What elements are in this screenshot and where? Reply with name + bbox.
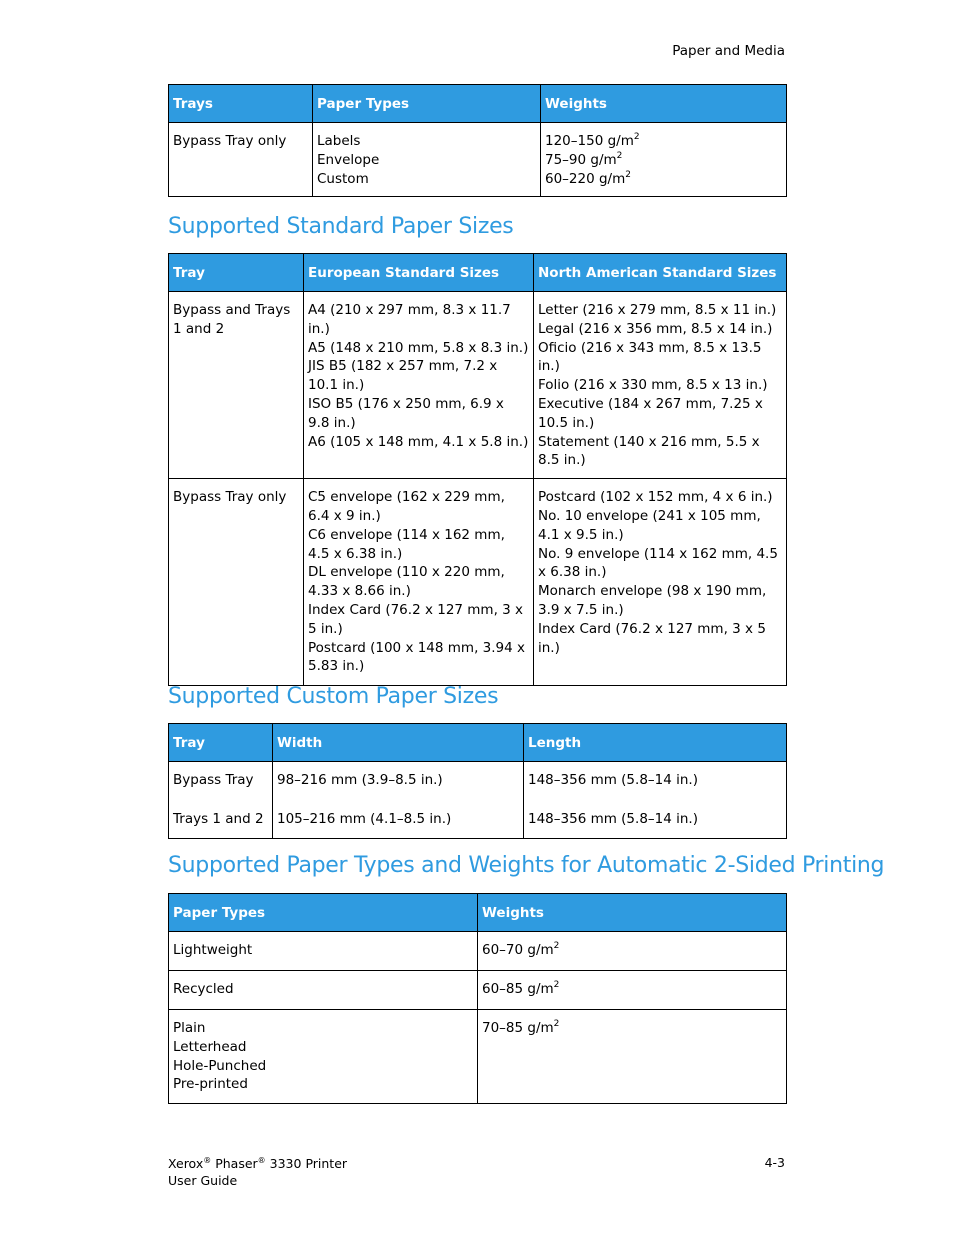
column-header-tray: Tray xyxy=(169,724,273,762)
paper-type: Letterhead xyxy=(173,1038,247,1055)
column-header-trays: Trays xyxy=(169,85,313,123)
size-entry: Executive (184 x 267 mm, 7.25 x 10.5 in.) xyxy=(538,395,763,431)
size-entry: A6 (105 x 148 mm, 4.1 x 5.8 in.) xyxy=(308,433,529,450)
column-header-paper-types: Paper Types xyxy=(313,85,541,123)
north-american-sizes-cell xyxy=(534,292,787,479)
european-sizes-cell xyxy=(304,479,534,686)
size-entry: Postcard (102 x 152 mm, 4 x 6 in.) xyxy=(538,489,773,506)
paper-type: Hole-Punched xyxy=(173,1057,267,1074)
tray-cell: Bypass Tray xyxy=(169,762,273,800)
column-header-weights: Weights xyxy=(541,85,787,123)
table-row xyxy=(169,292,787,479)
paper-type: Plain xyxy=(173,1020,206,1036)
section-heading-duplex: Supported Paper Types and Weights for Automatic 2-Sided Printing xyxy=(168,853,885,878)
size-entry: Folio (216 x 330 mm, 8.5 x 13 in.) xyxy=(538,377,768,394)
column-header-european: European Standard Sizes xyxy=(304,254,534,292)
column-header-weights: Weights xyxy=(478,894,787,932)
size-entry: Postcard (100 x 148 mm, 3.94 x 5.83 in.) xyxy=(308,639,526,675)
tray-cell: Trays 1 and 2 xyxy=(169,800,273,838)
size-entry: Monarch envelope (98 x 190 mm, 3.9 x 7.5 in.) xyxy=(538,583,767,618)
table-header-row xyxy=(169,894,787,932)
footer-product: Xerox® Phaser® 3330 Printer xyxy=(168,1156,348,1171)
size-entry: ISO B5 (176 x 250 mm, 6.9 x 9.8 in.) xyxy=(308,395,504,431)
column-header-paper-types: Paper Types xyxy=(169,894,478,932)
section-heading-custom-sizes: Supported Custom Paper Sizes xyxy=(168,684,499,709)
length-cell: 148–356 mm (5.8–14 in.) xyxy=(524,762,787,800)
column-header-width: Width xyxy=(273,724,524,762)
size-entry: Oficio (216 x 343 mm, 8.5 x 13.5 in.) xyxy=(538,339,762,375)
paper-types-cell: Lightweight xyxy=(169,932,478,971)
column-header-length: Length xyxy=(524,724,787,762)
size-entry: C6 envelope (114 x 162 mm, 4.5 x 6.38 in.) xyxy=(308,526,505,562)
size-entry: C5 envelope (162 x 229 mm, 6.4 x 9 in.) xyxy=(308,489,505,524)
custom-paper-sizes-table xyxy=(168,723,787,839)
paper-type: Labels xyxy=(317,133,361,149)
paper-types-cell xyxy=(169,1010,478,1104)
page-number: 4-3 xyxy=(764,1155,785,1170)
weight-cell: 60–70 $g/m^2$ xyxy=(478,932,787,971)
paper-types-cell xyxy=(313,123,541,197)
tray-cell: Bypass and Trays 1 and 2 xyxy=(169,292,304,479)
size-entry: A4 (210 x 297 mm, 8.3 x 11.7 in.) xyxy=(308,302,511,337)
size-entry: Legal (216 x 356 mm, 8.5 x 14 in.) xyxy=(538,320,773,337)
footer-guide: User Guide xyxy=(168,1173,238,1188)
table-header-row xyxy=(169,85,787,123)
section-heading-standard-sizes: Supported Standard Paper Sizes xyxy=(168,214,514,239)
size-entry: Letter (216 x 279 mm, 8.5 x 11 in.) xyxy=(538,302,777,318)
size-entry: No. 9 envelope (114 x 162 mm, 4.5 x 6.38 in.) xyxy=(538,545,778,581)
paper-type: Envelope xyxy=(317,151,380,168)
european-sizes-cell xyxy=(304,292,534,479)
weights-cell xyxy=(541,123,787,197)
length-cell: 148–356 mm (5.8–14 in.) xyxy=(524,800,787,838)
paper-type: Pre-printed xyxy=(173,1076,248,1093)
table-row xyxy=(169,932,787,971)
weight-value: 60–220 $g/m^2$ xyxy=(545,169,631,187)
table-row xyxy=(169,1010,787,1104)
table-row xyxy=(169,971,787,1010)
paper-types-cell: Recycled xyxy=(169,971,478,1010)
width-cell: 105–216 mm (4.1–8.5 in.) xyxy=(273,800,524,838)
trays-paper-types-table xyxy=(168,84,787,197)
size-entry: JIS B5 (182 x 257 mm, 7.2 x 10.1 in.) xyxy=(308,358,498,394)
paper-type: Custom xyxy=(317,170,369,187)
running-head: Paper and Media xyxy=(672,43,785,59)
footer xyxy=(168,1155,347,1189)
size-entry: Index Card (76.2 x 127 mm, 3 x 5 in.) xyxy=(308,601,524,637)
table-row xyxy=(169,762,787,800)
width-cell: 98–216 mm (3.9–8.5 in.) xyxy=(273,762,524,800)
size-entry: Statement (140 x 216 mm, 5.5 x 8.5 in.) xyxy=(538,433,760,469)
weight-value: 120–150 $g/m^2$ xyxy=(545,132,640,149)
table-header-row xyxy=(169,724,787,762)
column-header-north-american: North American Standard Sizes xyxy=(534,254,787,292)
column-header-tray: Tray xyxy=(169,254,304,292)
weight-value: 75–90 $g/m^2$ xyxy=(545,150,623,168)
standard-paper-sizes-table xyxy=(168,253,787,686)
weight-cell: 60–85 $g/m^2$ xyxy=(478,971,787,1010)
north-american-sizes-cell xyxy=(534,479,787,686)
table-row xyxy=(169,800,787,838)
table-row xyxy=(169,123,787,197)
tray-cell: Bypass Tray only xyxy=(169,123,313,197)
duplex-paper-types-table xyxy=(168,893,787,1104)
size-entry: No. 10 envelope (241 x 105 mm, 4.1 x 9.5 in.) xyxy=(538,507,761,543)
table-header-row xyxy=(169,254,787,292)
size-entry: DL envelope (110 x 220 mm, 4.33 x 8.66 in.) xyxy=(308,564,505,600)
size-entry: A5 (148 x 210 mm, 5.8 x 8.3 in.) xyxy=(308,339,529,356)
weight-cell: 70–85 $g/m^2$ xyxy=(478,1010,787,1104)
tray-cell: Bypass Tray only xyxy=(169,479,304,686)
table-row xyxy=(169,479,787,686)
size-entry: Index Card (76.2 x 127 mm, 3 x 5 in.) xyxy=(538,620,766,656)
